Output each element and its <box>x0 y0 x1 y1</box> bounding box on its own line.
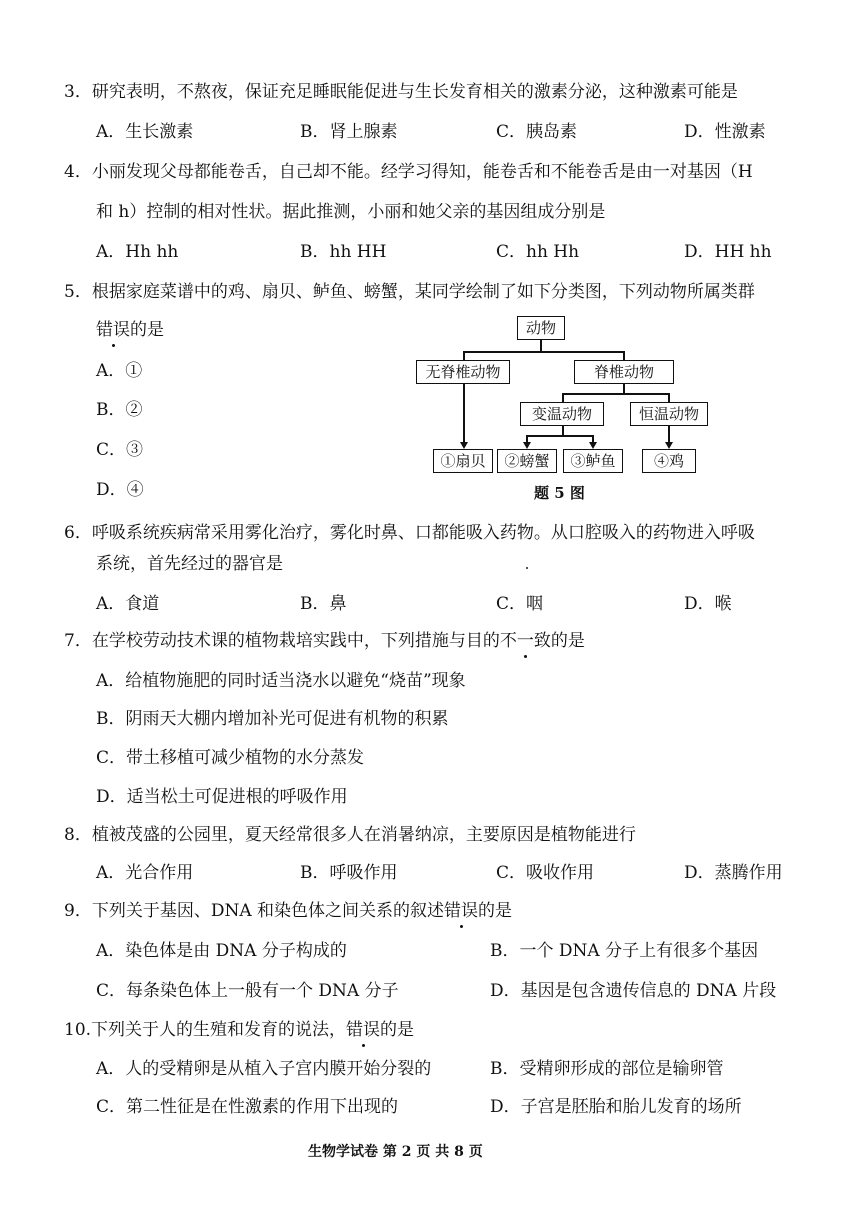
question-5-option-b: B．② <box>96 400 143 420</box>
question-7-stem-tail: 的是 <box>550 631 585 651</box>
diagram-connector <box>463 384 465 444</box>
diagram-arrow <box>460 442 468 449</box>
diagram-connector <box>526 435 593 437</box>
question-10-option-b: B．受精卵形成的部位是输卵管 <box>490 1059 724 1079</box>
question-7-option-b: B．阴雨天大棚内增加补光可促进有机物的积累 <box>96 709 449 729</box>
diagram-ectotherm-box: 变温动物 <box>520 402 604 426</box>
question-10-option-d: D．子宫是胚胎和胎儿发育的场所 <box>490 1097 742 1117</box>
question-7-option-c: C．带土移植可减少植物的水分蒸发 <box>96 748 365 768</box>
question-6-option-c: C．咽 <box>496 594 544 614</box>
question-8-option-b: B．呼吸作用 <box>300 863 398 883</box>
question-9-stem-text: 9．下列关于基因、DNA 和染色体之间关系的叙述 <box>64 901 445 921</box>
diagram-arrow <box>523 442 531 449</box>
question-10-stem-tail: 的是 <box>380 1020 415 1040</box>
emphasis-text: 错误 <box>96 320 130 340</box>
question-4-option-b: B．hh HH <box>300 242 387 262</box>
question-8-option-a: A．光合作用 <box>96 863 194 883</box>
question-6-option-b: B．鼻 <box>300 594 347 614</box>
emphasis-text: 错误 <box>346 1020 381 1040</box>
question-7-option-a: A．给植物施肥的同时适当浇水以避免“烧苗”现象 <box>96 671 466 691</box>
question-6-stem-line-2: 系统，首先经过的器官是 <box>96 554 283 574</box>
question-9-option-a: A．染色体是由 DNA 分子构成的 <box>96 941 347 961</box>
question-5-option-c: C．③ <box>96 440 144 460</box>
question-7-option-d: D．适当松土可促进根的呼吸作用 <box>96 787 348 807</box>
question-9-option-b: B．一个 DNA 分子上有很多个基因 <box>490 941 759 961</box>
question-3-option-c: C．胰岛素 <box>496 122 578 142</box>
question-7-stem <box>64 633 585 650</box>
question-10-option-a: A．人的受精卵是从植入子宫内膜开始分裂的 <box>96 1059 432 1079</box>
emphasis-text: 错误 <box>444 901 479 921</box>
question-5-stem-line-2 <box>96 322 164 339</box>
diagram-vertebrate-box: 脊椎动物 <box>574 360 674 384</box>
diagram-arrow <box>589 442 597 449</box>
question-10-stem <box>64 1022 414 1039</box>
question-8-option-c: C．吸收作用 <box>496 863 595 883</box>
question-3-option-b: B．肾上腺素 <box>300 122 398 142</box>
question-3-stem: 3．研究表明，不熬夜，保证充足睡眠能促进与生长发育相关的激素分泌，这种激素可能是 <box>64 82 738 102</box>
question-8-option-d: D．蒸腾作用 <box>684 863 783 883</box>
question-5-stem-tail: 的是 <box>130 320 164 340</box>
diagram-leaf-crab: ②螃蟹 <box>497 449 557 473</box>
diagram-invertebrate-box: 无脊椎动物 <box>416 360 510 384</box>
diagram-leaf-perch: ③鲈鱼 <box>563 449 623 473</box>
emphasis-text: 不一致 <box>499 631 551 651</box>
question-3-option-a: A．生长激素 <box>96 122 194 142</box>
diagram-leaf-scallop: ①扇贝 <box>433 449 493 473</box>
question-8-stem: 8．植被茂盛的公园里，夏天经常很多人在消暑纳凉，主要原因是植物能进行 <box>64 825 636 845</box>
question-9-stem <box>64 903 512 920</box>
page-footer: 生物学试卷 第 2 页 共 8 页 <box>308 1144 483 1160</box>
diagram-leaf-chicken: ④鸡 <box>642 449 696 473</box>
question-6-option-a: A．食道 <box>96 594 160 614</box>
diagram-connector <box>562 393 669 395</box>
question-10-stem-text: 10.下列关于人的生殖和发育的说法， <box>64 1020 347 1040</box>
question-4-option-c: C．hh Hh <box>496 242 580 262</box>
question-7-stem-text: 7．在学校劳动技术课的植物栽培实践中，下列措施与目的 <box>64 631 500 651</box>
question-6-stem-line-1: 6．呼吸系统疾病常采用雾化治疗，雾化时鼻、口都能吸入药物。从口腔吸入的药物进入呼吸 <box>64 523 755 543</box>
diagram-root-box: 动物 <box>517 316 565 340</box>
question-6-option-d: D．喉 <box>684 594 732 614</box>
question-4-stem-line-2: 和 h）控制的相对性状。据此推测，小丽和她父亲的基因组成分别是 <box>96 202 606 222</box>
diagram-endotherm-box: 恒温动物 <box>630 402 708 426</box>
question-9-option-d: D．基因是包含遗传信息的 DNA 片段 <box>490 981 777 1001</box>
question-4-option-d: D．HH hh <box>684 242 772 262</box>
diagram-connector <box>463 351 624 353</box>
question-4-option-a: A．Hh hh <box>96 242 179 262</box>
question-10-option-c: C．第二性征是在性激素的作用下出现的 <box>96 1097 399 1117</box>
question-4-stem-line-1: 4．小丽发现父母都能卷舌，自己却不能。经学习得知，能卷舌和不能卷舌是由一对基因（H <box>64 162 753 182</box>
question-5-option-a: A．① <box>96 361 143 381</box>
question-9-stem-tail: 的是 <box>478 901 513 921</box>
question-5-stem-line-1: 5．根据家庭菜谱中的鸡、扇贝、鲈鱼、螃蟹，某同学绘制了如下分类图，下列动物所属类群 <box>64 282 755 302</box>
question-9-option-c: C．每条染色体上一般有一个 DNA 分子 <box>96 981 399 1001</box>
diagram-caption: 题 5 图 <box>534 484 585 502</box>
scan-mark <box>526 567 528 569</box>
question-5-option-d: D．④ <box>96 480 144 500</box>
diagram-arrow <box>665 442 673 449</box>
question-3-option-d: D．性激素 <box>684 122 766 142</box>
